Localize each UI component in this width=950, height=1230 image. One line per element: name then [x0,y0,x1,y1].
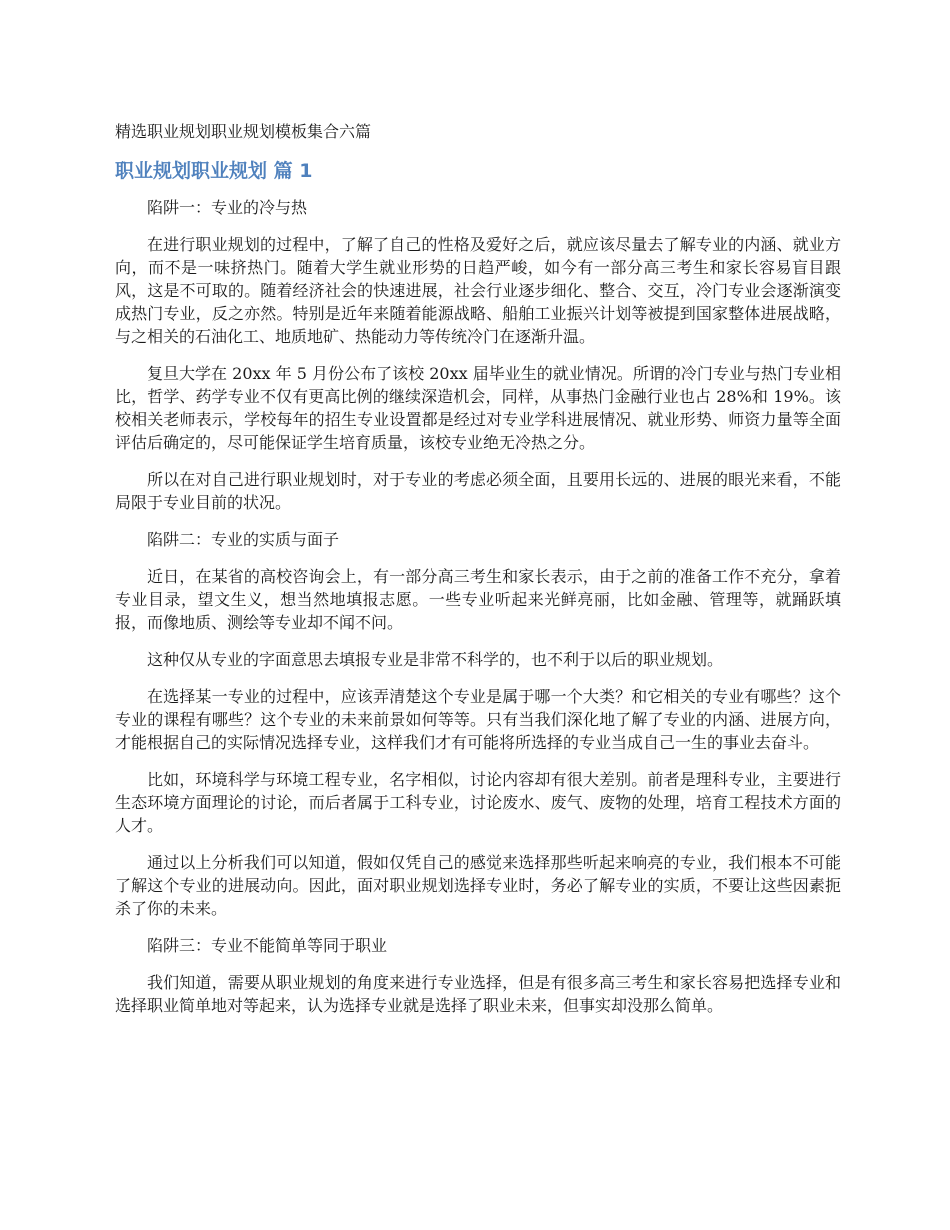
paragraph: 这种仅从专业的字面意思去填报专业是非常不科学的，也不利于以后的职业规划。 [147,650,724,669]
document-page [115,120,841,1031]
paragraph: 我们知道，需要从职业规划的角度来进行专业选择，但是有很多高三考生和家长容易把选择专业和选择职业简单地对等起来，认为选择专业就是选择了职业未来，但事实却没那么简单。 [115,973,841,1015]
paragraph: 复旦大学在 20xx 年 5 月份公布了该校 20xx 届毕业生的就业情况。所谓的冷门专业与热门专业相比，哲学、药学专业不仅有更高比例的继续深造机会，同样，从事热门金融行业也占 28%和 19%。该校相关老师表示，学校每年的招生专业设置都是经过对专业学科进展情况、就业形势、师资力量等全面评估后确定的，尽可能保证学生培育质量，该校专业绝无冷热之分。 [115,364,841,452]
paragraph: 通过以上分析我们可以知道，假如仅凭自己的感觉来选择那些听起来响亮的专业，我们根本不可能了解这个专业的进展动向。因此，面对职业规划选择专业时，务必了解专业的实质，不要让这些因素扼杀了你的未来。 [115,853,841,918]
paragraph: 比如，环境科学与环境工程专业，名字相似，讨论内容却有很大差别。前者是理科专业，主要进行生态环境方面理论的讨论，而后者属于工科专业，讨论废水、废气、废物的处理，培育工程技术方面的人才。 [115,770,841,835]
paragraph-trap-2-heading: 陷阱二：专业的实质与面子 [147,530,340,549]
document-title: 精选职业规划职业规划模板集合六篇 [115,122,372,141]
section-heading: 职业规划职业规划 篇 1 [115,160,313,182]
paragraph-trap-1-heading: 陷阱一：专业的冷与热 [147,198,308,217]
paragraph: 在选择某一专业的过程中，应该弄清楚这个专业是属于哪一个大类？和它相关的专业有哪些？这个专业的课程有哪些？这个专业的未来前景如何等等。只有当我们深化地了解了专业的内涵、进展方向，才能根据自己的实际情况选择专业，这样我们才有可能将所选择的专业当成自己一生的事业去奋斗。 [115,687,841,752]
paragraph-trap-3-heading: 陷阱三：专业不能简单等同于职业 [147,936,388,955]
paragraph: 所以在对自己进行职业规划时，对于专业的考虑必须全面，且要用长远的、进展的眼光来看，不能局限于专业目前的状况。 [115,470,841,512]
paragraph: 近日，在某省的高校咨询会上，有一部分高三考生和家长表示，由于之前的准备工作不充分，拿着专业目录，望文生义，想当然地填报志愿。一些专业听起来光鲜亮丽，比如金融、管理等，就踊跃填报，而像地质、测绘等专业却不闻不问。 [115,567,841,632]
paragraph: 在进行职业规划的过程中，了解了自己的性格及爱好之后，就应该尽量去了解专业的内涵、就业方向，而不是一味挤热门。随着大学生就业形势的日趋严峻，如今有一部分高三考生和家长容易盲目跟风，这是不可取的。随着经济社会的快速进展，社会行业逐步细化、整合、交互，冷门专业会逐渐演变成热门专业，反之亦然。特别是近年来随着能源战略、船舶工业振兴计划等被提到国家整体进展战略，与之相关的石油化工、地质地矿、热能动力等传统冷门在逐渐升温。 [115,235,841,346]
